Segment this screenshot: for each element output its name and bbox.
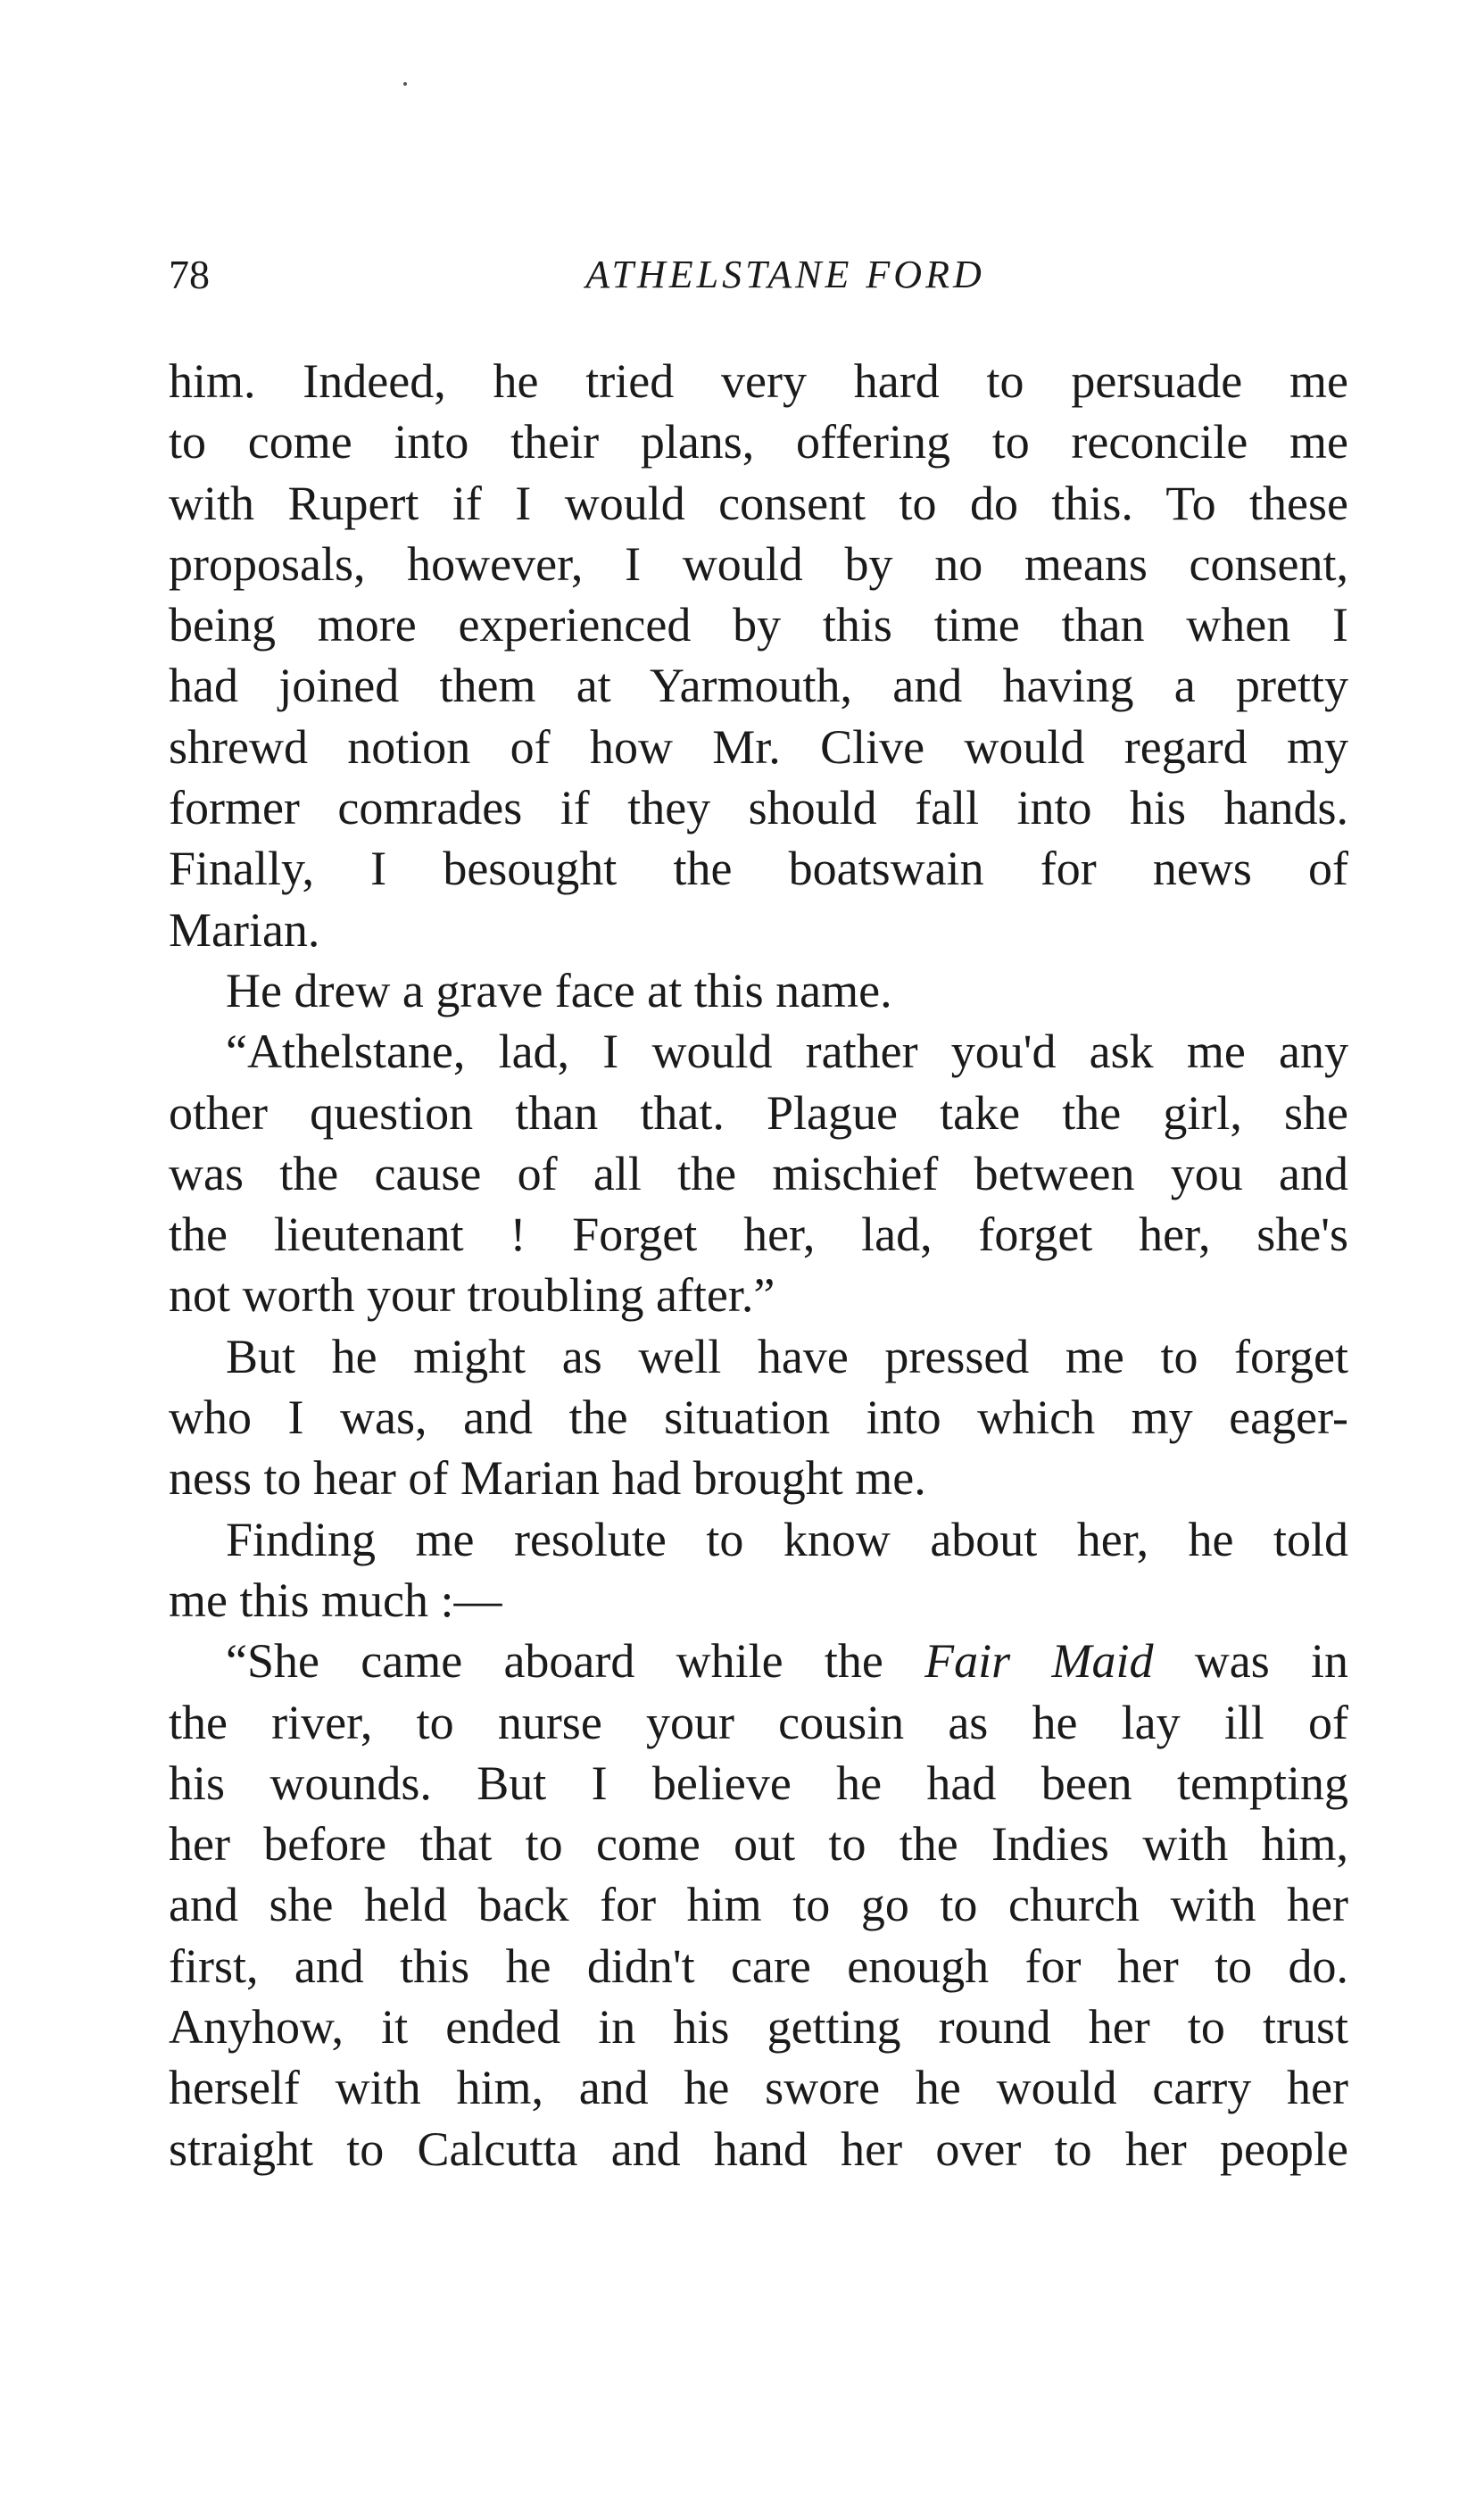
text-line: me this much :— — [169, 1573, 502, 1627]
text-segment: “She came aboard while the — [226, 1634, 925, 1689]
text-line: straight to Calcutta and hand her over to her people — [169, 2121, 1348, 2176]
text-line: proposals, however, I would by no means consent, — [169, 536, 1348, 591]
text-line: He drew a grave face at this name. — [226, 963, 892, 1017]
text-line: her before that to come out to the Indies with him, — [169, 1817, 1348, 1872]
text-line: Marian. — [169, 902, 320, 957]
text-line: other question than that. Plague take the girl, she — [169, 1085, 1348, 1140]
body-text — [169, 351, 1348, 2179]
ink-speck — [403, 82, 407, 86]
text-line: with Rupert if I would consent to do this. To these — [169, 476, 1348, 530]
text-line: had joined them at Yarmouth, and having a pretty — [169, 659, 1348, 713]
text-line: was the cause of all the mischief between you and — [169, 1146, 1348, 1200]
text-line: Anyhow, it ended in his getting round her to trust — [169, 2000, 1348, 2055]
text-line: herself with him, and he swore he would carry her — [169, 2061, 1348, 2115]
text-segment: was in — [1153, 1634, 1349, 1689]
page-header — [169, 248, 1348, 302]
text-line: “Athelstane, lad, I would rather you'd ask me any — [226, 1025, 1348, 1079]
text-line: first, and this he didn't care enough for her to do. — [169, 1939, 1348, 1993]
text-line: ness to hear of Marian had brought me. — [169, 1451, 926, 1506]
text-line: who I was, and the situation into which my eager- — [169, 1391, 1348, 1445]
page-number: 78 — [169, 252, 210, 297]
text-line: being more experienced by this time than when I — [169, 598, 1348, 652]
text-line: to come into their plans, offering to reconcile me — [169, 415, 1348, 469]
text-line: former comrades if they should fall into his hands. — [169, 781, 1348, 835]
running-title: ATHELSTANE FORD — [585, 253, 985, 296]
text-line: not worth your troubling after.” — [169, 1268, 775, 1323]
text-line: Finally, I besought the boatswain for news of — [169, 842, 1348, 896]
text-line: shrewd notion of how Mr. Clive would regard my — [169, 719, 1348, 774]
ship-name: Fair Maid — [924, 1634, 1154, 1689]
text-line: and she held back for him to go to church with her — [169, 1878, 1348, 1932]
text-line: him. Indeed, he tried very hard to persuade me — [169, 354, 1348, 408]
text-line: Finding me resolute to know about her, he told — [226, 1512, 1348, 1566]
text-line: the lieutenant ! Forget her, lad, forget her, she's — [169, 1208, 1348, 1262]
text-line: his wounds. But I believe he had been tempting — [169, 1756, 1348, 1810]
text-line-with-ship-name — [169, 1631, 1348, 1691]
text-line: But he might as well have pressed me to forget — [226, 1329, 1348, 1383]
text-line: the river, to nurse your cousin as he lay ill of — [169, 1695, 1348, 1749]
